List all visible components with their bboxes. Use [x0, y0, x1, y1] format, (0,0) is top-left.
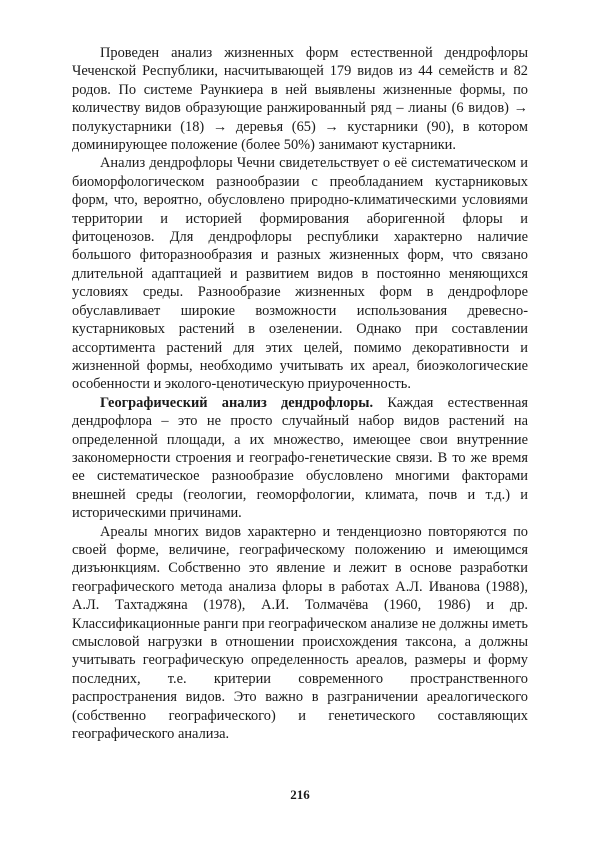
- paragraph-life-forms: Проведен анализ жизненных форм естественной дендрофлоры Чеченской Республики, насчитывающей 179 видов из 44 семейств и 82 родов. По системе Раункиера в ней выявлены жизненные формы, по количеству видов образующие ранжированный ряд – лианы (6 видов) → полукустарники (18) → деревья (65) → кустарники (90), в котором доминирующее положение (более 50%) занимают кустарники.: [72, 45, 528, 154]
- section-heading: Географический анализ дендрофлоры.: [100, 394, 374, 411]
- paragraph-dendroflora-analysis: Анализ дендрофлоры Чечни свидетельствует о её систематическом и биоморфологическом разнообразии с преобладанием кустарниковых форм, что, вероятно, обусловлено природно-климатическими условиями территории и историей формирования аборигенной флоры и фитоценозов. Для дендрофлоры республики характерно наличие большого фиторазнообразия и разных жизненных форм, что связано длительной адаптацией и развитием видов в постоянно меняющихся условиях среды. Разнообразие жизненных форм в дендрофлоре обуславливает широкие возможности использования древесно-кустарниковых растений в озеленении. Однако при составлении ассортимента растений для этих целей, помимо декоративности и жизненной формы, необходимо учитывать их ареал, биоэкологические особенности и эколого-ценотическую приуроченность.: [72, 155, 528, 393]
- document-body: [72, 44, 528, 743]
- paragraph-areals: Ареалы многих видов характерно и тенденциозно повторяются по своей форме, величине, географическому положению и имеющимся дизъюнкциям. Собственно это явление и лежит в основе разработки географического метода анализа флоры в работах А.Л. Иванова (1988), А.Л. Тахтаджяна (1978), А.И. Толмачёва (1960, 1986) и др. Классификационные ранги при географическом анализе не должны иметь смысловой нагрузки в отношении происхождения таксона, а должны учитывать географическую определенность ареалов, размеры и форму последних, т.е. критерии современного пространственного распространения видов. Это важно в разграничении ареалогического (собственно географического) и генетического составляющих географического анализа.: [72, 523, 528, 743]
- paragraph-text: Каждая естественная дендрофлора – это не просто случайный набор видов растений на определенной площади, а их множество, имеющее свои внутренние закономерности строения и географо-генетические связи. В то же время ее систематическое разнообразие обусловлено многими факторами внешней среды (геологии, геоморфологии, климата, почв и т.д.) и историческими причинами.: [72, 394, 528, 522]
- page-number: 216: [290, 787, 310, 802]
- paragraph-geographic-analysis: [72, 394, 528, 523]
